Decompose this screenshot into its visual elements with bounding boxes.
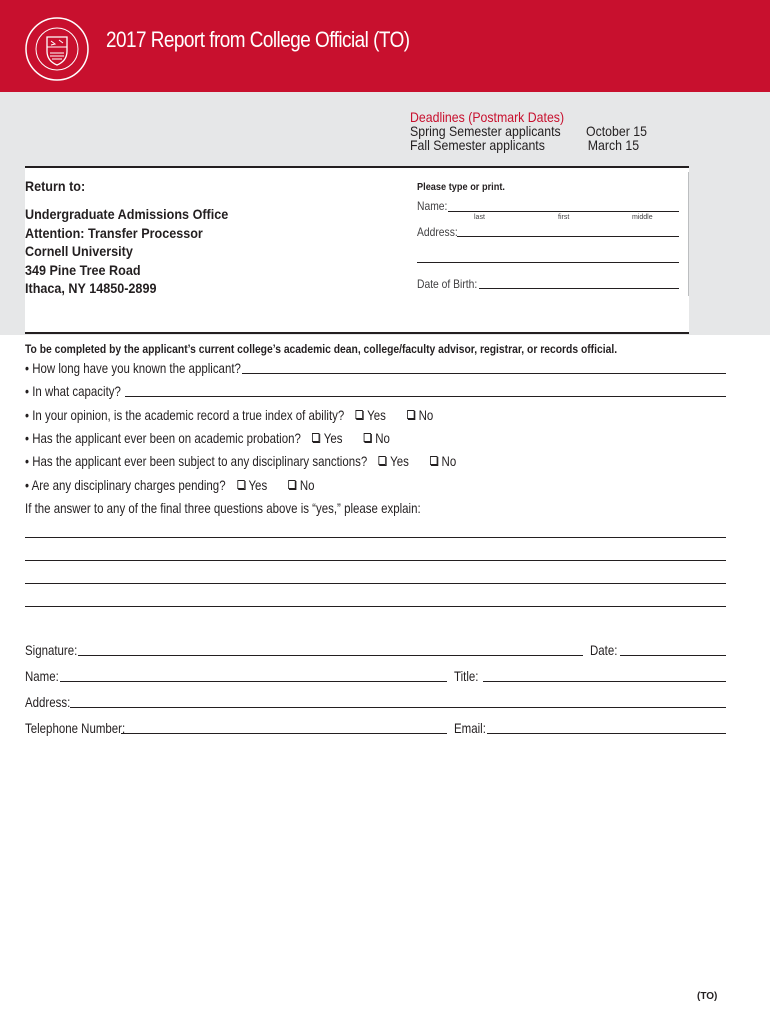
checkbox-icon: [407, 410, 414, 419]
name-sub-middle: middle: [632, 214, 653, 221]
applicant-dob-field[interactable]: [479, 288, 679, 289]
question-text: • In your opinion, is the academic record a true index of ability?: [25, 407, 345, 423]
cornell-seal-logo: [25, 17, 89, 81]
sanctions-yes-checkbox[interactable]: [379, 453, 409, 469]
page-title: 2017 Report from College Official (TO): [106, 27, 410, 52]
deadlines-title: Deadlines (Postmark Dates): [410, 109, 565, 125]
divider: [25, 166, 689, 168]
email-label: Email:: [454, 720, 486, 736]
applicant-dob-label: Date of Birth:: [417, 277, 478, 291]
capacity-field[interactable]: [125, 396, 726, 397]
checkbox-icon: [430, 456, 437, 465]
yes-label: Yes: [248, 477, 268, 493]
no-label: No: [441, 453, 457, 469]
deadline-label: Fall Semester applicants: [410, 137, 545, 153]
question-text: • Has the applicant ever been on academic probation?: [25, 430, 301, 446]
name-sub-first: first: [558, 214, 570, 221]
checkbox-icon: [288, 480, 295, 489]
return-to-label: Return to:: [25, 178, 86, 194]
question-sanctions: [25, 453, 456, 469]
official-name-label: Name:: [25, 668, 59, 684]
question-text: • How long have you known the applicant?: [25, 360, 241, 376]
charges-yes-checkbox[interactable]: [237, 477, 267, 493]
signature-field[interactable]: [78, 655, 583, 656]
address-line: Ithaca, NY 14850-2899: [25, 280, 157, 296]
deadline-date: March 15: [587, 137, 640, 153]
email-field[interactable]: [487, 733, 726, 734]
address-line: Undergraduate Admissions Office: [25, 206, 229, 222]
official-address-field[interactable]: [70, 707, 726, 708]
question-text: • Has the applicant ever been subject to any disciplinary sanctions?: [25, 453, 368, 469]
no-label: No: [299, 477, 315, 493]
explanation-line[interactable]: [25, 606, 726, 607]
header-banner: [0, 0, 770, 92]
address-line: Attention: Transfer Processor: [25, 224, 203, 241]
no-label: No: [418, 407, 434, 423]
checkbox-icon: [356, 410, 363, 419]
charges-no-checkbox[interactable]: [288, 477, 314, 493]
official-address-label: Address:: [25, 694, 71, 710]
question-record-index: [25, 407, 433, 423]
sanctions-no-checkbox[interactable]: [430, 453, 456, 469]
address-line: 349 Pine Tree Road: [25, 261, 141, 278]
no-label: No: [375, 430, 390, 446]
yes-label: Yes: [390, 453, 409, 469]
question-text: • In what capacity?: [25, 383, 121, 399]
explanation-line[interactable]: [25, 560, 726, 561]
explanation-line[interactable]: [25, 583, 726, 584]
telephone-label: Telephone Number:: [25, 720, 126, 736]
address-line: Cornell University: [25, 243, 133, 259]
deadlines-block: [410, 109, 647, 153]
checkbox-icon: [237, 480, 244, 489]
return-to-address: [25, 178, 228, 298]
applicant-name-field[interactable]: [448, 211, 679, 212]
applicant-info-box: [408, 172, 689, 296]
applicant-address-label: Address:: [417, 225, 458, 239]
deadline-row: [410, 137, 640, 153]
yes-label: Yes: [367, 407, 386, 423]
type-or-print-instruction: Please type or print.: [417, 182, 505, 193]
official-title-field[interactable]: [483, 681, 726, 682]
deadline-label: Spring Semester applicants: [410, 123, 561, 139]
applicant-address-field-2[interactable]: [417, 262, 679, 263]
deadline-date: October 15: [586, 123, 647, 139]
form-code: (TO): [697, 991, 718, 1002]
question-text: • Are any disciplinary charges pending?: [25, 477, 226, 493]
telephone-field[interactable]: [121, 733, 447, 734]
date-field[interactable]: [620, 655, 726, 656]
form-instruction: To be completed by the applicant’s current college’s academic dean, college/faculty advisor, registrar, or records official.: [25, 342, 618, 356]
yes-label: Yes: [323, 430, 343, 446]
official-title-label: Title:: [454, 668, 479, 684]
applicant-name-label: Name:: [417, 199, 448, 213]
explanation-line[interactable]: [25, 537, 726, 538]
explain-prompt: If the answer to any of the final three questions above is “yes,” please explain:: [25, 500, 421, 516]
date-label: Date:: [590, 642, 618, 658]
checkbox-icon: [364, 433, 371, 442]
record-index-yes-checkbox[interactable]: [356, 407, 386, 423]
official-name-field[interactable]: [60, 681, 447, 682]
name-sub-last: last: [474, 214, 485, 221]
question-probation: [25, 430, 390, 446]
record-index-no-checkbox[interactable]: [407, 407, 433, 423]
applicant-address-field[interactable]: [457, 236, 679, 237]
checkbox-icon: [379, 456, 386, 465]
deadline-row: [410, 123, 647, 139]
probation-yes-checkbox[interactable]: [312, 430, 342, 446]
question-known-duration: [25, 360, 241, 376]
question-charges-pending: [25, 477, 315, 493]
probation-no-checkbox[interactable]: [364, 430, 390, 446]
known-duration-field[interactable]: [242, 373, 726, 374]
question-capacity: [25, 383, 121, 399]
divider: [25, 332, 689, 334]
signature-label: Signature:: [25, 642, 78, 658]
checkbox-icon: [312, 433, 319, 442]
